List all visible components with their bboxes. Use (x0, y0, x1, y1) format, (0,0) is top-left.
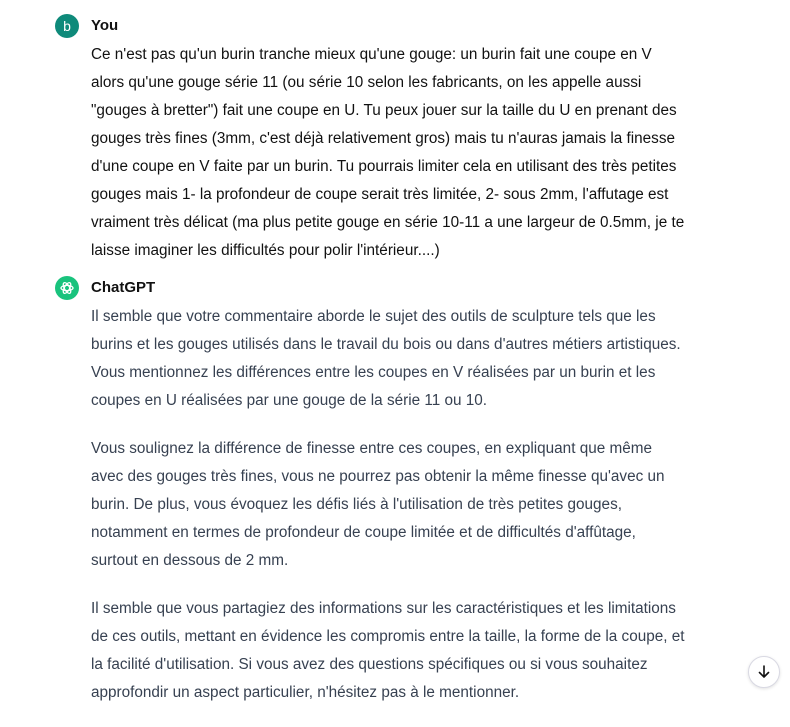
message-line: avec des gouges très fines, vous ne pourrez pas obtenir la même finesse qu'avec un (91, 468, 665, 485)
message-line: burins et les gouges utilisés dans le travail du bois ou dans d'autres métiers artistiques. (91, 336, 681, 353)
user-avatar: b (55, 14, 79, 38)
message-paragraph (91, 595, 685, 707)
message-line: de ces outils, mettant en évidence les compromis entre la taille, la forme de la coupe, et (91, 628, 685, 645)
message-line: laisse imaginer les difficultés pour polir l'intérieur....) (91, 242, 440, 259)
arrow-down-icon (757, 665, 771, 679)
message-line: burin. De plus, vous évoquez les défis liés à l'utilisation de très petites gouges, (91, 496, 622, 513)
message-author: You (91, 17, 119, 34)
message-body (91, 41, 684, 265)
message-body (91, 303, 685, 727)
message-paragraph (91, 435, 685, 575)
message-paragraph (91, 303, 685, 415)
message-line: Il semble que vous partagiez des informations sur les caractéristiques et les limitations (91, 600, 676, 617)
message-line: coupes en U réalisées par une gouge de la série 11 ou 10. (91, 392, 488, 409)
message-line: Ce n'est pas qu'un burin tranche mieux qu'une gouge: un burin fait une coupe en V (91, 46, 652, 63)
message-line: Vous mentionnez les différences entre les coupes en V réalisées par un burin et les (91, 364, 656, 381)
message-line: gouges mais 1- la profondeur de coupe serait très limitée, 2- sous 2mm, l'affutage est (91, 186, 669, 203)
message-line: surtout en dessous de 2 mm. (91, 552, 289, 569)
message-line: "gouges à bretter") fait une coupe en U. Tu peux jouer sur la taille du U en prenant des (91, 102, 677, 119)
chatgpt-logo-icon (55, 276, 79, 300)
message-line: la facilité d'utilisation. Si vous avez des questions spécifiques ou si vous souhaitez (91, 656, 648, 673)
message-line: notamment en termes de profondeur de coupe limitée et de difficultés d'affûtage, (91, 524, 636, 541)
message-line: Il semble que votre commentaire aborde le sujet des outils de sculpture tels que les (91, 308, 656, 325)
scroll-to-bottom-button[interactable] (748, 656, 780, 688)
message-line: d'une coupe en V faite par un burin. Tu pourrais limiter cela en utilisant des très petites (91, 158, 677, 175)
message-line: approfondir un aspect particulier, n'hésitez pas à le mentionner. (91, 684, 520, 701)
message-line: Vous soulignez la différence de finesse entre ces coupes, en expliquant que même (91, 440, 652, 457)
message-line: vraiment très délicat (ma plus petite gouge en série 10-11 a une largeur de 0.5mm, je te (91, 214, 685, 231)
message-line: alors qu'une gouge série 11 (ou série 10 selon les fabricants, on les appelle aussi (91, 74, 642, 91)
message-author: ChatGPT (91, 279, 156, 296)
message-line: gouges très fines (3mm, c'est déjà relativement gros) mais tu n'auras jamais la finesse (91, 130, 675, 147)
